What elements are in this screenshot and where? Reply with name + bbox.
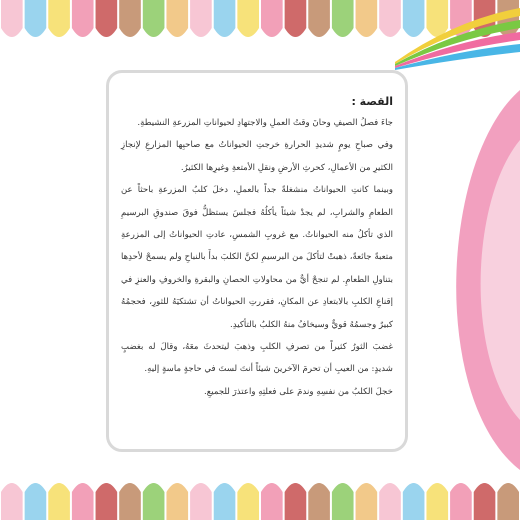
scallop-tab	[450, 483, 472, 520]
scallop-tab	[25, 483, 47, 520]
scallop-tab	[261, 0, 283, 37]
story-paragraph-1: جاءَ فصلُ الصيفِ وحانَ وقتُ العملِ والاجتهادِ لحيواناتِ المزرعةِ النشيطةِ.	[137, 118, 393, 128]
story-card	[106, 70, 408, 452]
scallop-tab	[166, 483, 188, 520]
scallop-tab	[332, 0, 354, 37]
scallop-tab	[403, 483, 425, 520]
scallop-tab	[25, 0, 47, 37]
scallop-tab	[143, 483, 165, 520]
scallop-tab	[96, 483, 118, 520]
scallop-tab	[214, 483, 236, 520]
scallop-tab	[72, 0, 94, 37]
scallop-tab	[379, 483, 401, 520]
scallop-tab	[119, 483, 141, 520]
scallop-tab	[261, 483, 283, 520]
bottom-scallop-border	[0, 474, 520, 520]
scallop-tab	[332, 483, 354, 520]
scallop-tab	[497, 483, 519, 520]
scallop-tab	[119, 0, 141, 37]
scallop-tab	[48, 0, 70, 37]
story-heading: القصة :	[351, 95, 393, 108]
side-arc-decoration	[400, 80, 520, 480]
scallop-tab	[48, 483, 70, 520]
scallop-tab	[426, 483, 448, 520]
scallop-tab	[356, 0, 378, 37]
scallop-tab	[237, 483, 259, 520]
scallop-tab	[190, 0, 212, 37]
scallop-tab	[285, 483, 307, 520]
story-paragraph-4: غضبَ الثورُ كثيراً من تصرفِ الكلبِ وذهبَ ليتحدثَ معَهُ، وقالَ له بغضبٍ شديدٍ: من العيبِ أن تحرمَ الآخرينَ شيئاً أنتَ لستَ في حاجةٍ ماسةٍ إليهِ.	[121, 342, 393, 375]
story-paragraph-5: خجلَ الكلبُ من نفسِهِ وندمَ على فعلتِهِ واعتذرَ للجميعِ.	[203, 386, 393, 397]
scallop-tab	[356, 483, 378, 520]
scallop-tab	[190, 483, 212, 520]
scallop-tab	[285, 0, 307, 37]
scallop-tab	[474, 483, 496, 520]
story-paragraph-3: وبينما كانتِ الحيواناتُ منشغلةً جداً بالعملِ، دخلَ كلبُ المزرعةِ باحثاً عن الطعامِ والشرابِ، لم يجدْ شيئاً يأكلُهُ فجلسَ يستظلُّ فوقَ صندوقِ البرسيمِ الذي تأكلُ منه الحيواناتُ. مع غروبِ الشمسِ، عادتِ الحيواناتُ إلى المزرعةِ متعبةً جائعةً، ذهبتْ لتأكلَ من البرسيمِ لكنَّ الكلبَ بدأَ بالنباحِ ولم يسمحْ لأحدِها بتناولِ الطعامِ. لم تنجحْ أيٌّ من محاولاتِ الحصانِ والبقرةِ والخروفِ والعنزِ في إقناعِ الكلبِ بالابتعادِ عن المكانِ، فقررتِ الحيواناتُ أن تشتكيَهُ للثورِ، فحجمُهُ كبيرٌ وجسمُهُ قويٌّ وسيخافُ منهُ الكلبُ بالتأكيدِ.	[121, 185, 393, 330]
scallop-tab	[1, 483, 23, 520]
scallop-tab	[143, 0, 165, 37]
scallop-tab	[96, 0, 118, 37]
story-paragraph-2: وفي صباحِ يومٍ شديدِ الحرارةِ خرجتِ الحيواناتُ مع صاحبِها المزارعِ لإنجازِ الكثيرِ من الأعمالِ، كحرثِ الأرضِ ونقلِ الأمتعةِ وغيرِها الكثيرُ.	[121, 140, 393, 173]
scallop-tab	[1, 0, 23, 37]
scallop-tab	[72, 483, 94, 520]
scallop-tab	[237, 0, 259, 37]
scallop-tab	[214, 0, 236, 37]
scallop-tab	[166, 0, 188, 37]
scallop-tab	[308, 483, 330, 520]
scallop-tab	[308, 0, 330, 37]
corner-rays-decoration	[395, 0, 520, 70]
